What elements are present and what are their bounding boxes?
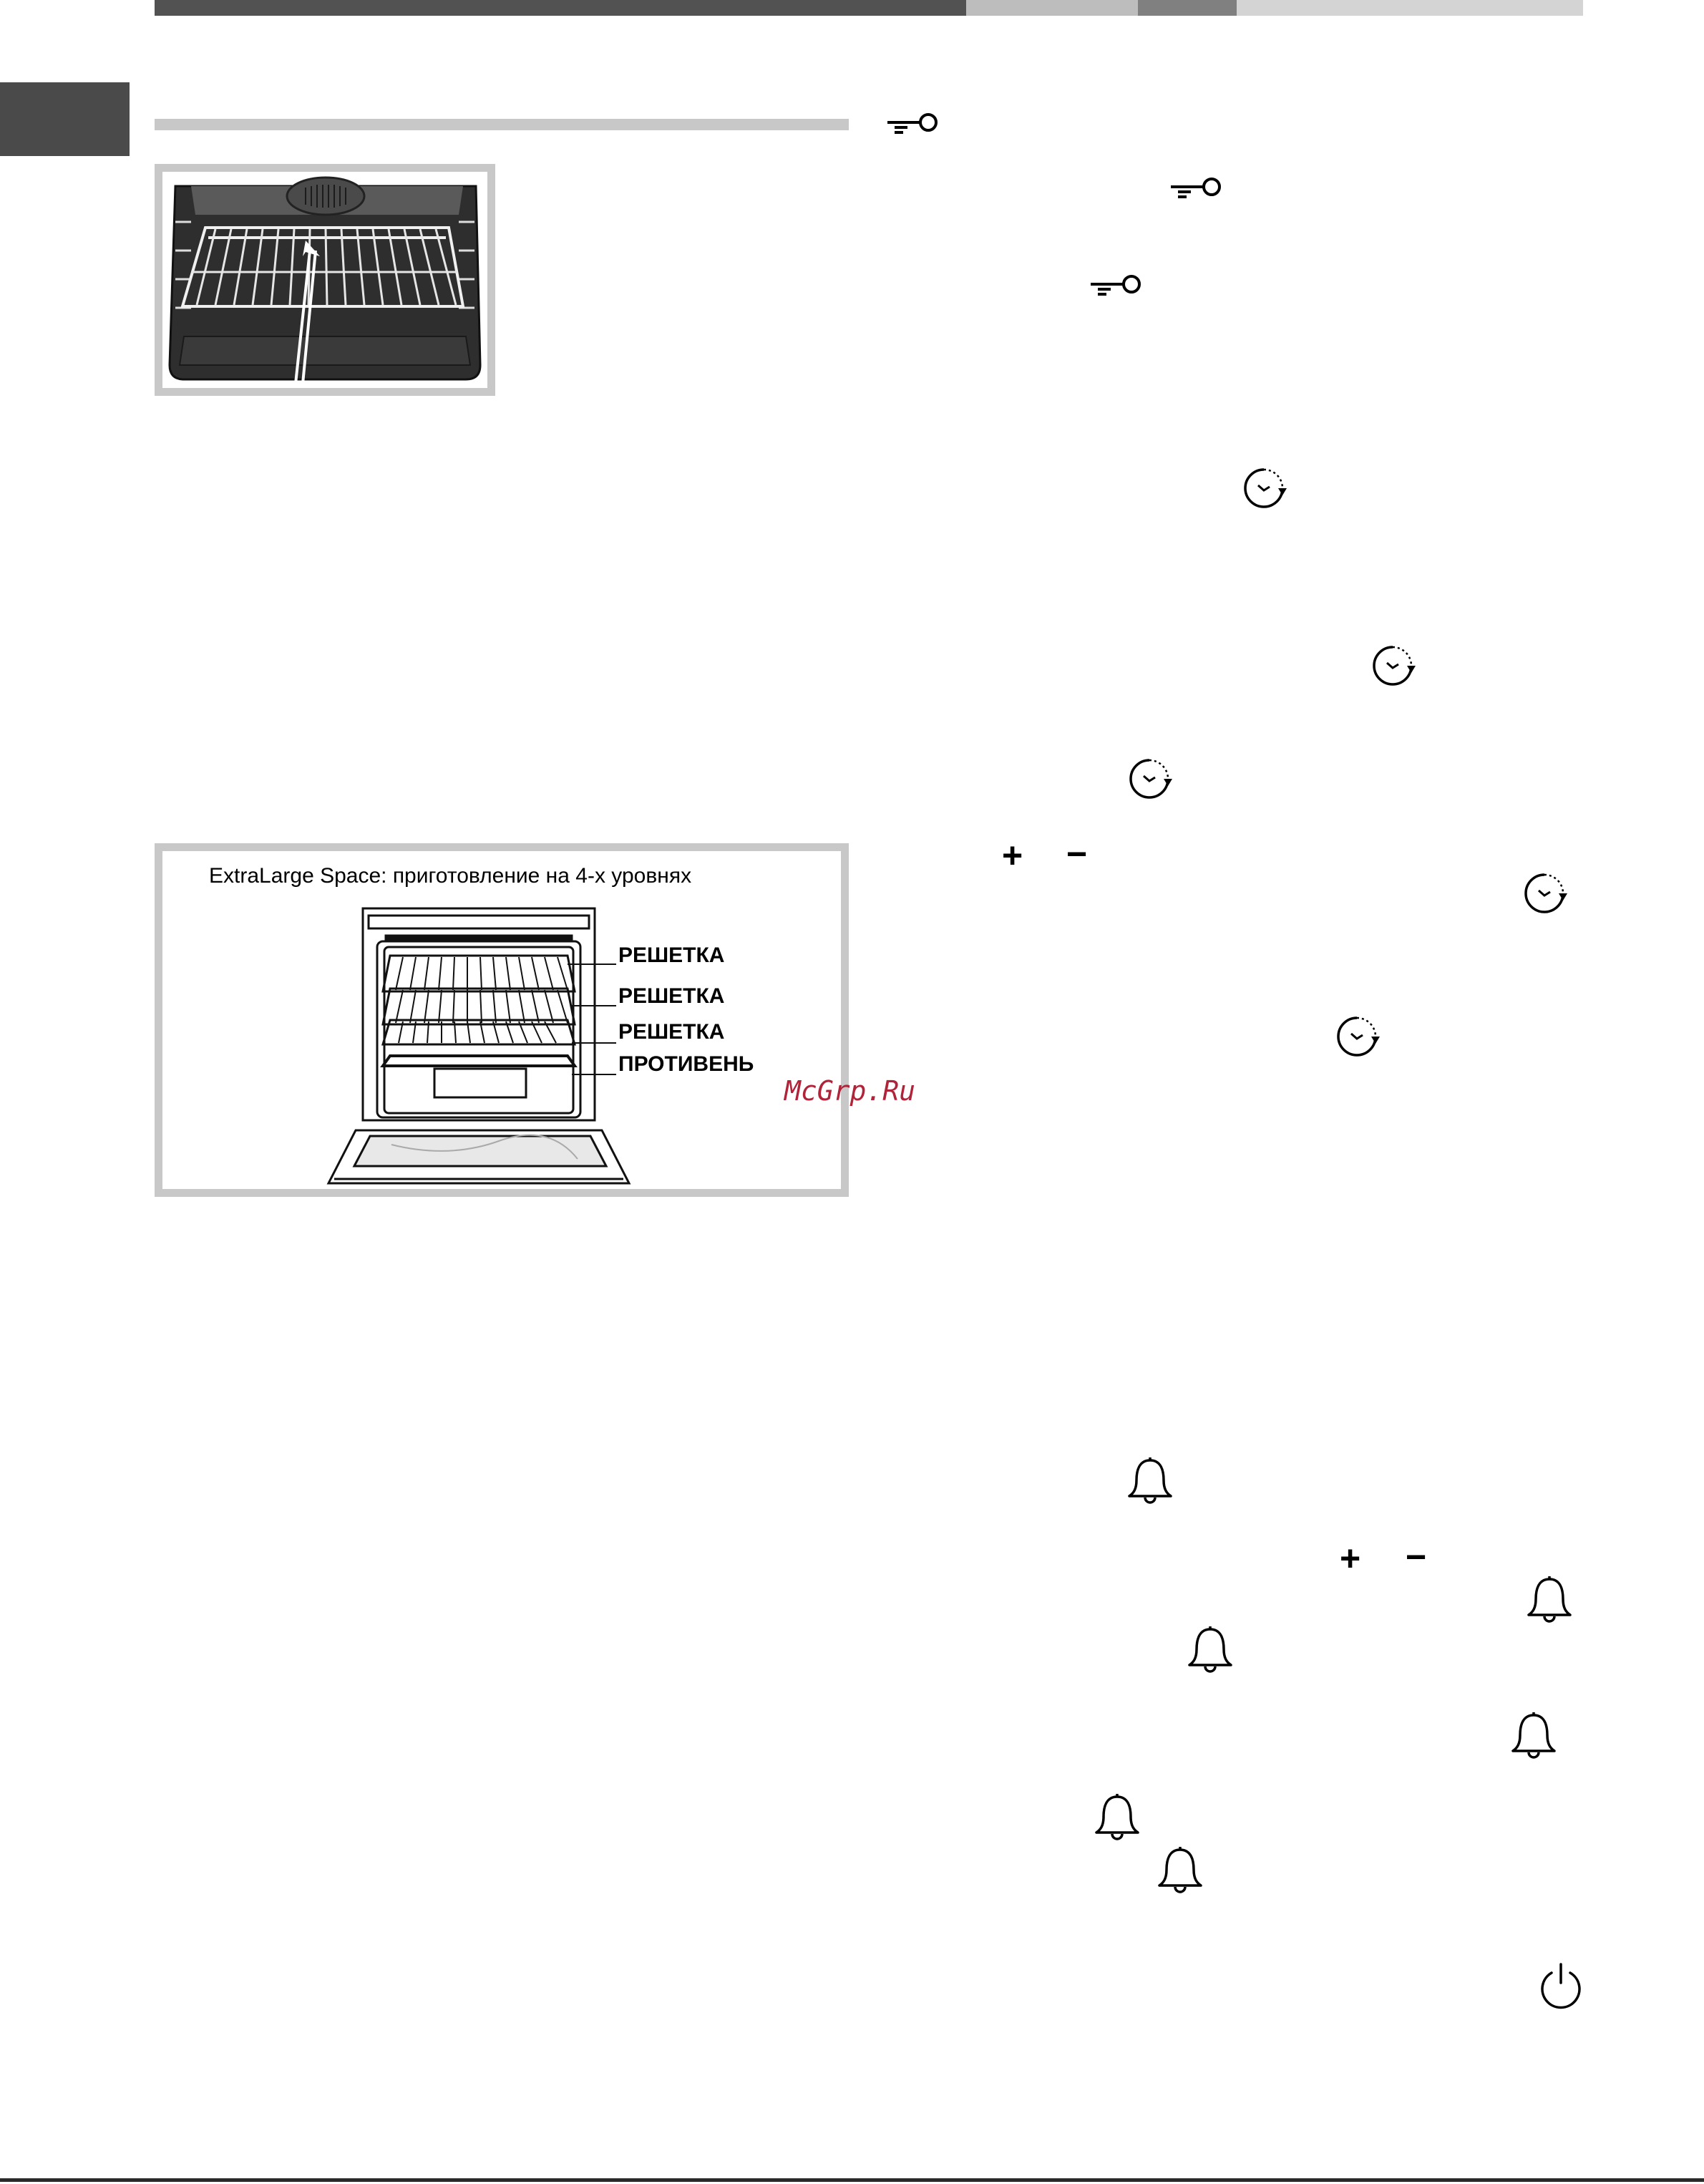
plus-symbol: + bbox=[1340, 1538, 1361, 1578]
rack-insertion-illustration bbox=[162, 172, 487, 388]
oven-levels-illustration bbox=[162, 851, 841, 1189]
watermark: McGrp.Ru bbox=[784, 1075, 916, 1107]
key-lock-icon bbox=[886, 112, 940, 136]
minus-symbol: − bbox=[1066, 834, 1088, 874]
bell-icon bbox=[1187, 1625, 1234, 1675]
page-bottom-rule bbox=[0, 2178, 1704, 2182]
oven-levels-caption: ExtraLarge Space: приготовление на 4-х уровнях bbox=[209, 864, 692, 888]
oven-levels-figure bbox=[155, 843, 849, 1197]
clock-timer-icon bbox=[1128, 757, 1175, 800]
clock-timer-icon bbox=[1242, 467, 1290, 510]
header-band-pale bbox=[1237, 0, 1583, 16]
key-lock-icon bbox=[1169, 176, 1224, 200]
plus-symbol: + bbox=[1002, 835, 1023, 875]
power-icon bbox=[1537, 1961, 1584, 2011]
side-section-tab bbox=[0, 82, 130, 156]
header-band-dark bbox=[155, 0, 966, 16]
section-heading-rule bbox=[155, 119, 849, 130]
rack-label-1: РЕШЕТКА bbox=[618, 943, 725, 967]
rack-label-3: РЕШЕТКА bbox=[618, 1020, 725, 1044]
rack-insertion-figure bbox=[155, 164, 495, 396]
key-lock-icon bbox=[1089, 273, 1144, 298]
clock-timer-icon bbox=[1523, 872, 1570, 915]
minus-symbol: − bbox=[1406, 1537, 1427, 1577]
bell-icon bbox=[1157, 1845, 1204, 1896]
clock-timer-icon bbox=[1335, 1015, 1383, 1058]
bell-icon bbox=[1526, 1575, 1573, 1625]
clock-timer-icon bbox=[1371, 644, 1418, 687]
header-band-light bbox=[966, 0, 1138, 16]
bell-icon bbox=[1510, 1711, 1557, 1761]
tray-label: ПРОТИВЕНЬ bbox=[618, 1052, 754, 1076]
bell-icon bbox=[1094, 1792, 1141, 1843]
rack-label-2: РЕШЕТКА bbox=[618, 984, 725, 1008]
header-band-mid bbox=[1138, 0, 1237, 16]
bell-icon bbox=[1126, 1456, 1174, 1506]
